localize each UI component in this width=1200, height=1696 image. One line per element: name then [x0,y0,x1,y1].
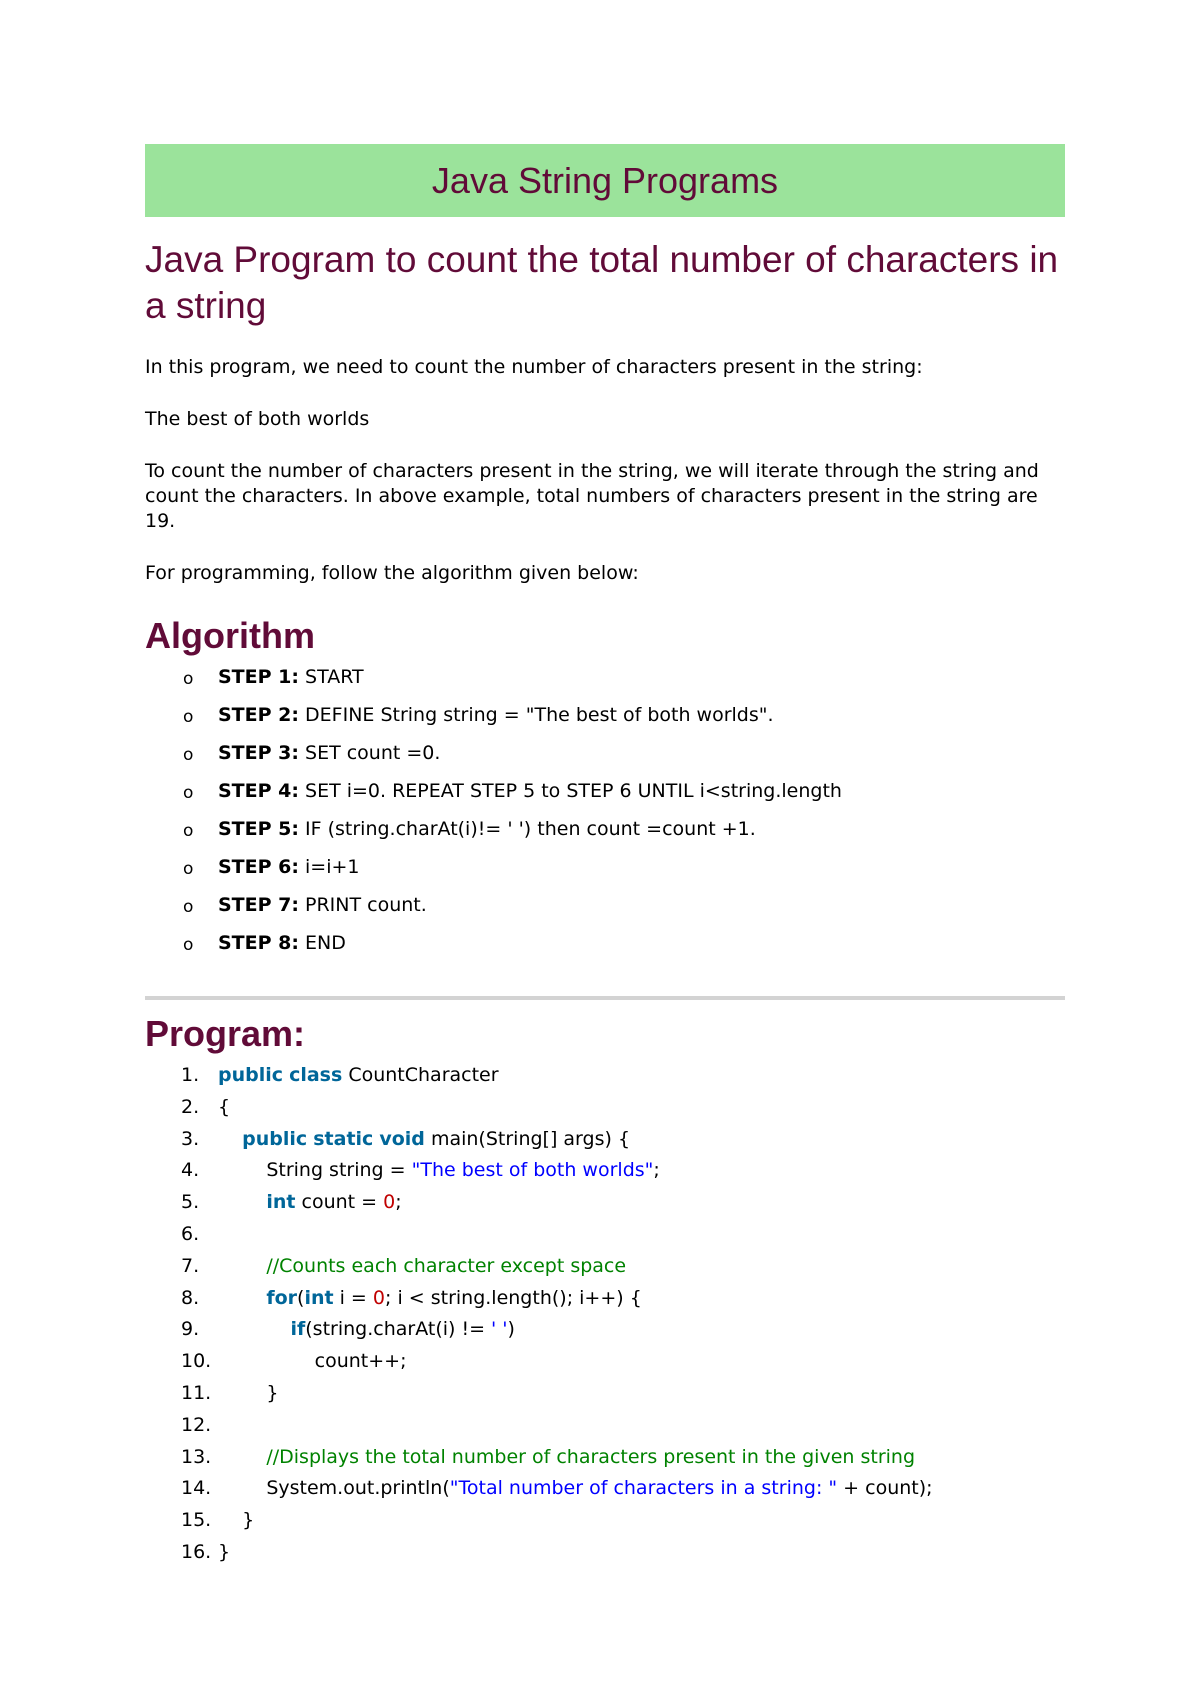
line-number: 12. [181,1413,212,1436]
code-token: System.out.println( [218,1477,450,1500]
code-source [218,1539,230,1565]
code-line [145,1157,1065,1189]
line-number: 15. [181,1509,212,1532]
line-number: 9. [181,1318,200,1341]
code-source [218,1444,915,1470]
line-number: 13. [181,1445,212,1468]
line-number: 6. [181,1222,200,1245]
code-token: //Displays the total number of characters present in the given string [266,1445,916,1468]
code-token: 0 [372,1286,385,1309]
code-line [145,1126,1065,1158]
code-token [218,1318,290,1340]
code-token: { [218,1095,231,1118]
step-text: END [298,932,346,954]
bullet-icon: o [183,745,194,765]
algorithm-heading: Algorithm [145,615,315,656]
code-line [145,1412,1065,1444]
code-source [218,1094,230,1120]
code-line [145,1444,1065,1476]
code-source [218,1285,642,1311]
code-source [218,1380,278,1406]
code-token [218,1287,266,1309]
article-heading: Java Program to count the total number of characters in a string [145,239,1059,326]
code-line [145,1253,1065,1285]
step-label: STEP 3: [218,742,299,764]
bullet-icon: o [183,669,194,689]
code-token: } [218,1381,279,1404]
step-text: IF (string.charAt(i)!= ' ') then count =count +1. [298,818,756,840]
code-token: } [218,1540,231,1563]
code-token: CountCharacter [342,1064,499,1086]
code-token [218,1128,242,1150]
code-line [145,1221,1065,1253]
step-label: STEP 5: [218,818,299,840]
step-label: STEP 2: [218,704,299,726]
line-number: 3. [181,1127,200,1150]
code-line [145,1094,1065,1126]
code-line [145,1507,1065,1539]
code-source [218,1316,515,1342]
code-token: static [313,1127,374,1150]
step-text: START [298,666,364,688]
line-number: 14. [181,1477,212,1500]
line-number: 2. [181,1095,200,1118]
code-source [218,1126,630,1152]
line-number: 7. [181,1254,200,1277]
intro-paragraph: In this program, we need to count the number of characters present in the string: [145,356,923,378]
bullet-icon: o [183,859,194,879]
step-label: STEP 8: [218,932,299,954]
banner-title: Java String Programs [431,159,779,201]
line-number: 11. [181,1381,212,1404]
code-line [145,1475,1065,1507]
example-string: The best of both worlds [145,408,370,430]
line-number: 5. [181,1191,200,1214]
code-token: (string.charAt(i) != [305,1318,492,1341]
step-text: SET i=0. REPEAT STEP 5 to STEP 6 UNTIL i<string.length [298,780,842,802]
algorithm-step [145,930,1065,968]
code-line [145,1189,1065,1221]
code-token: int [304,1286,334,1309]
code-line [145,1285,1065,1317]
code-source [218,1253,626,1279]
code-line [145,1062,1065,1094]
step-label: STEP 6: [218,856,299,878]
code-token [218,1446,266,1468]
algorithm-step [145,816,1065,854]
bullet-icon: o [183,707,194,727]
code-token: ' ' [491,1318,508,1341]
step-label: STEP 4: [218,780,299,802]
code-line [145,1348,1065,1380]
step-text: DEFINE String string = "The best of both worlds". [298,704,774,726]
algorithm-steps [145,664,1065,968]
algorithm-step [145,702,1065,740]
code-token: class [289,1064,343,1086]
page-banner [145,144,1065,217]
bullet-icon: o [183,935,194,955]
algorithm-step [145,740,1065,778]
code-token: public [242,1127,308,1150]
bullet-icon: o [183,897,194,917]
algorithm-step [145,854,1065,892]
code-token: public [218,1064,284,1086]
code-source [218,1507,254,1533]
code-token: 0 [383,1191,396,1214]
code-source [218,1062,499,1088]
code-line [145,1539,1065,1571]
code-token: if [290,1318,306,1341]
step-text: PRINT count. [298,894,427,916]
code-listing [145,1062,1065,1571]
code-token: count = [295,1191,384,1214]
line-number: 16. [181,1540,212,1563]
code-token: ; [653,1159,660,1182]
code-line [145,1380,1065,1412]
code-line [145,1316,1065,1348]
explanation-paragraph: To count the number of characters present in the string, we will iterate through the string and count the characters. In above example, total numbers of characters present in the string are 19. [145,460,1039,532]
code-token: "Total number of characters in a string: " [449,1477,838,1500]
code-source [218,1348,406,1374]
line-number: 8. [181,1286,200,1309]
section-divider [145,996,1065,1000]
code-token: + count); [837,1477,933,1500]
code-source [218,1157,660,1183]
program-heading: Program: [145,1013,306,1054]
line-number: 4. [181,1159,200,1182]
algorithm-intro: For programming, follow the algorithm given below: [145,562,639,584]
code-token: } [218,1509,255,1532]
document-page [145,144,1065,1571]
line-number: 10. [181,1350,212,1373]
code-token: ; i < string.length(); i++) { [385,1286,642,1309]
code-token: int [266,1191,296,1214]
step-label: STEP 7: [218,894,299,916]
line-number: 1. [181,1064,200,1086]
code-token: void [379,1127,425,1150]
bullet-icon: o [183,783,194,803]
bullet-icon: o [183,821,194,841]
code-token: ( [297,1286,305,1309]
code-token: ) [507,1318,515,1341]
code-token: for [266,1286,298,1309]
algorithm-step [145,664,1065,702]
code-token [218,1255,266,1277]
code-source [218,1475,933,1501]
code-token: count++; [218,1350,407,1373]
code-token: ; [395,1191,402,1214]
code-token: main(String[] args) { [424,1127,631,1150]
code-token: //Counts each character except space [266,1254,627,1277]
step-text: SET count =0. [298,742,441,764]
algorithm-step [145,892,1065,930]
code-token: "The best of both worlds" [411,1159,654,1182]
step-text: i=i+1 [298,856,360,878]
code-token [218,1191,266,1213]
code-source [218,1189,402,1215]
step-label: STEP 1: [218,666,299,688]
code-token: String string = [218,1159,412,1182]
algorithm-step [145,778,1065,816]
code-token: i = [333,1286,373,1309]
